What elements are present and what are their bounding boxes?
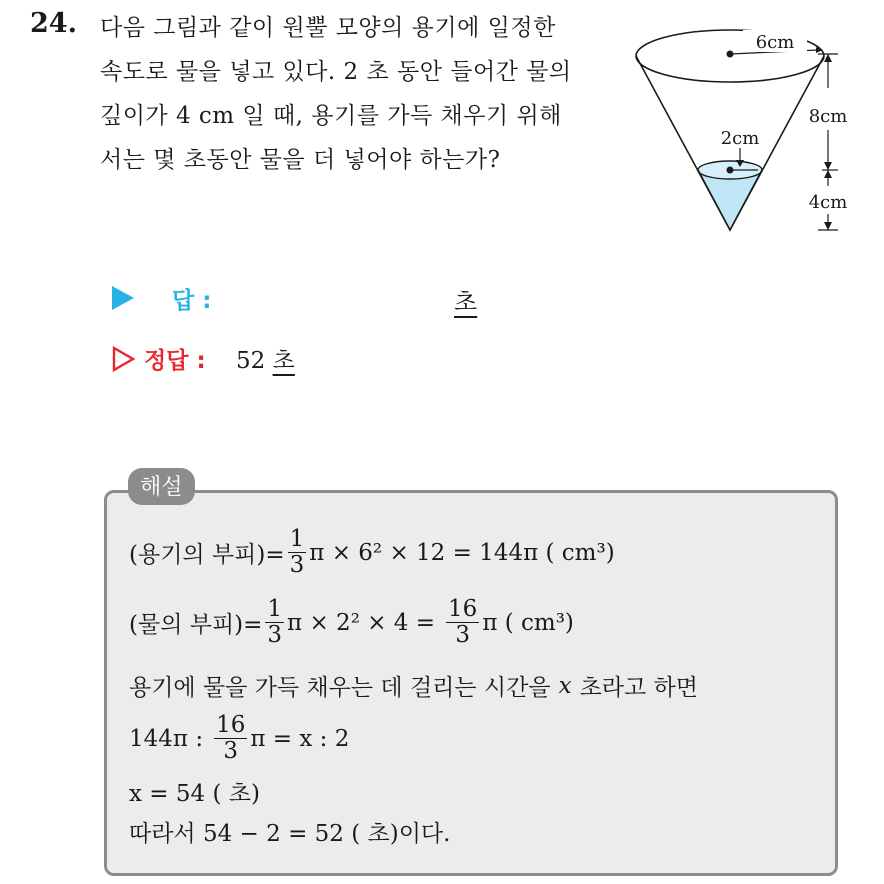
answer-row bbox=[108, 282, 528, 322]
upper-height-label: 8cm bbox=[808, 106, 848, 127]
fraction-numerator: 16 bbox=[216, 712, 246, 738]
answer-label: 답 : bbox=[172, 288, 212, 314]
question-line: 깊이가 4 cm 일 때, 용기를 가득 채우기 위해 bbox=[100, 103, 562, 129]
solution-line-proportion bbox=[129, 713, 349, 765]
question-line: 서는 몇 초동안 물을 더 넣어야 하는가? bbox=[100, 147, 501, 173]
solution-line-water-volume bbox=[129, 597, 574, 649]
fraction-denominator: 3 bbox=[289, 552, 305, 579]
cone-figure bbox=[630, 18, 870, 248]
lower-height-label: 4cm bbox=[808, 192, 848, 213]
correct-label: 정답 : bbox=[144, 348, 206, 374]
variable-x: x bbox=[558, 672, 572, 699]
solution-text: π × 6² × 12 = 144π ( cm³) bbox=[309, 539, 615, 566]
fraction-denominator: 3 bbox=[223, 738, 239, 765]
correct-unit: 초 bbox=[272, 348, 295, 374]
solution-box bbox=[104, 490, 838, 876]
question-text bbox=[100, 6, 620, 182]
question-line: 속도로 물을 넣고 있다. 2 초 동안 들어간 물의 bbox=[100, 59, 572, 85]
fraction-numerator: 1 bbox=[267, 596, 283, 622]
solution-text: 144π : bbox=[129, 725, 204, 752]
play-triangle-icon bbox=[112, 286, 134, 310]
fraction-denominator: 3 bbox=[267, 622, 283, 649]
outline-triangle-icon bbox=[112, 346, 136, 372]
fraction bbox=[214, 713, 247, 765]
solution-line-time bbox=[129, 669, 698, 702]
solution-text: 용기에 물을 가득 채우는 데 걸리는 시간을 bbox=[129, 675, 551, 701]
correct-number: 52 bbox=[236, 348, 266, 374]
fraction-numerator: 16 bbox=[448, 596, 478, 622]
solution-line-conclusion: 따라서 54 − 2 = 52 ( 초)이다. bbox=[129, 821, 451, 847]
solution-line-x: x = 54 ( 초) bbox=[129, 781, 260, 807]
question-line: 다음 그림과 같이 원뿔 모양의 용기에 일정한 bbox=[100, 15, 556, 41]
solution-line-container-volume bbox=[129, 527, 615, 579]
solution-text: π ( cm³) bbox=[482, 609, 574, 636]
correct-value bbox=[236, 342, 295, 375]
fraction bbox=[288, 527, 307, 579]
water-radius-label: 2cm bbox=[720, 128, 760, 149]
top-radius-label: 6cm bbox=[755, 32, 795, 53]
solution-tab: 해설 bbox=[128, 468, 195, 505]
fraction bbox=[446, 597, 479, 649]
fraction-numerator: 1 bbox=[289, 526, 305, 552]
answer-unit: 초 bbox=[454, 288, 478, 316]
solution-text: (용기의 부피)= bbox=[129, 542, 285, 569]
correct-answer-row bbox=[108, 342, 428, 382]
solution-text: (물의 부피)= bbox=[129, 612, 263, 639]
solution-text: π = x : 2 bbox=[250, 725, 350, 752]
solution-text: 초라고 하면 bbox=[579, 675, 698, 701]
fraction bbox=[265, 597, 284, 649]
fraction-denominator: 3 bbox=[455, 622, 470, 649]
solution-text: π × 2² × 4 = bbox=[287, 609, 436, 636]
question-number: 24. bbox=[30, 8, 77, 39]
